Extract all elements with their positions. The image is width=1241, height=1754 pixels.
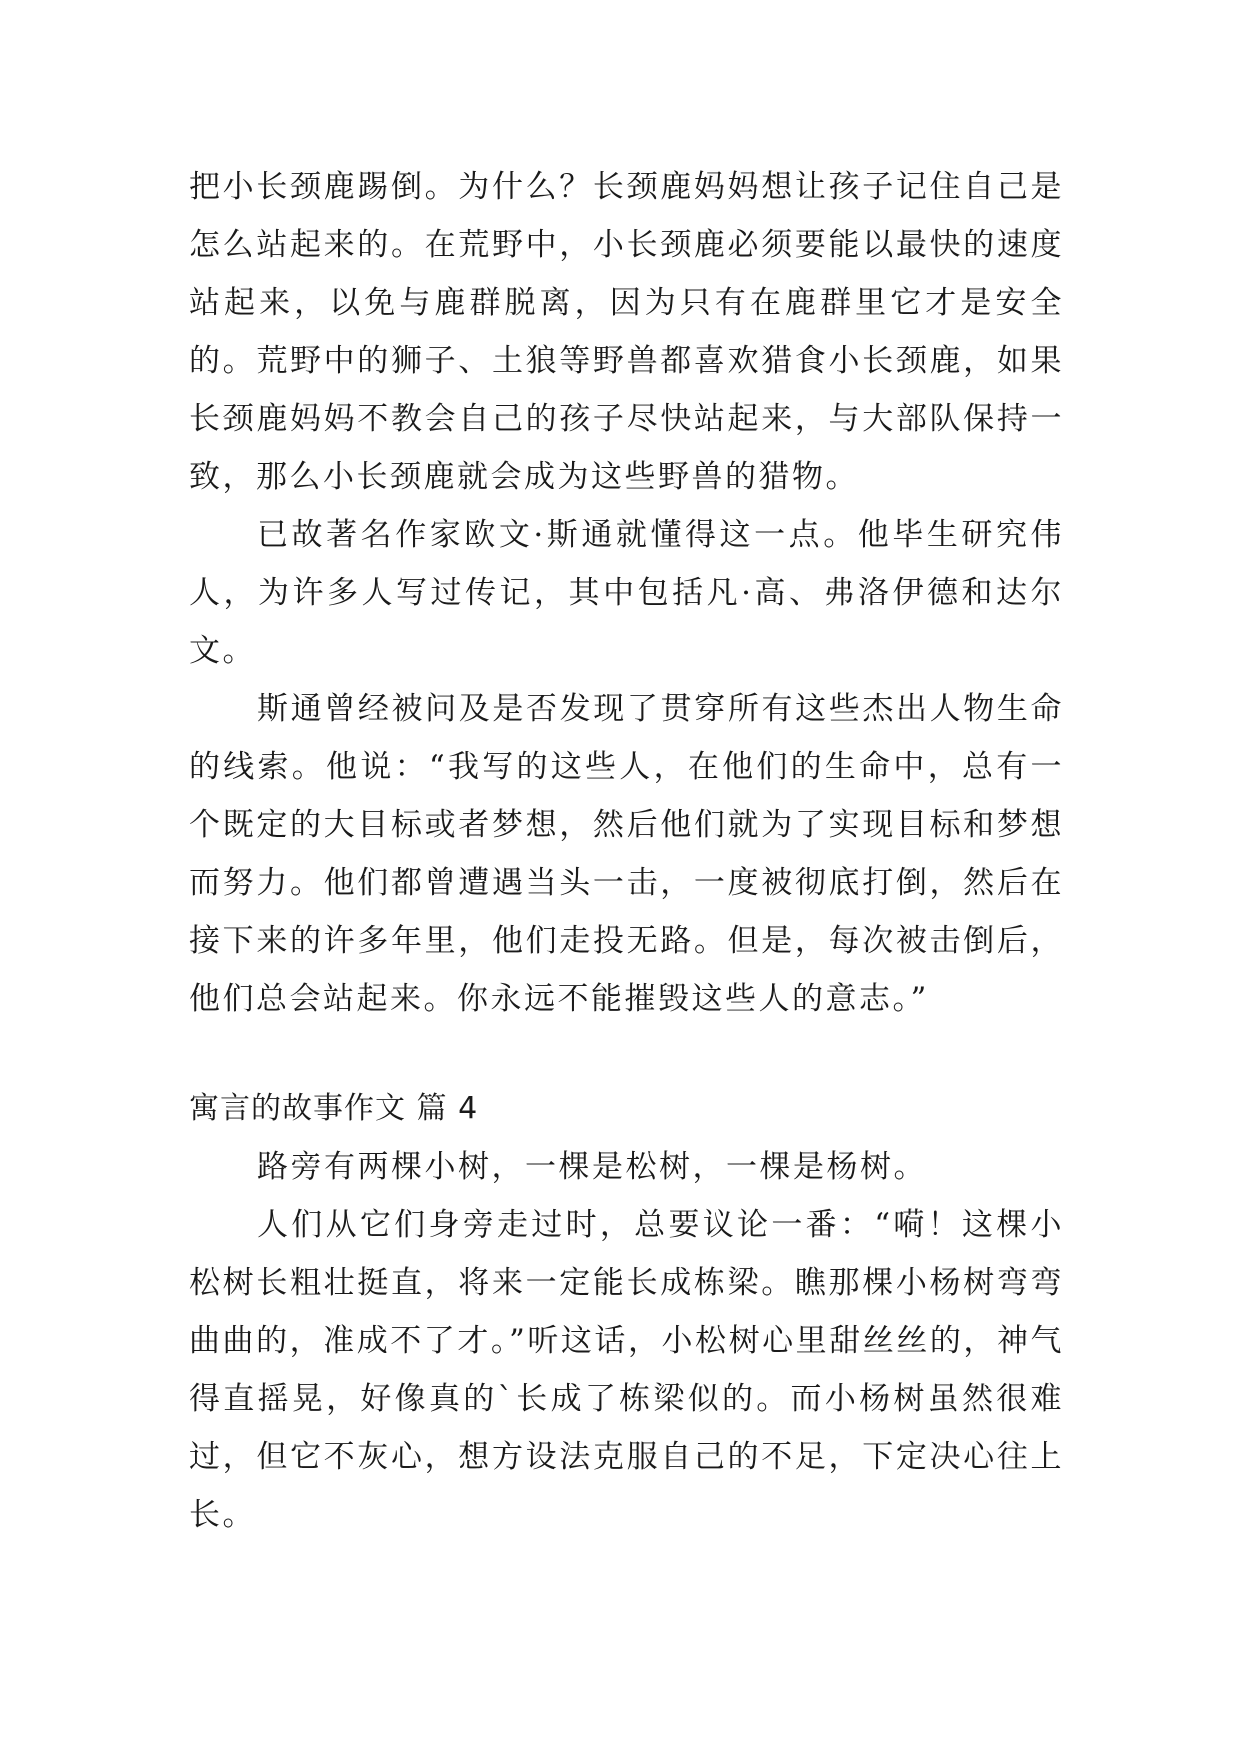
paragraph-people-comment: 人们从它们身旁走过时，总要议论一番：“嗬！这棵小松树长粗壮挺直，将来一定能长成栋梁。瞧那棵小杨树弯弯曲曲的，准成不了才。”听这话，小松树心里甜丝丝的，神气得直摇晃，好像真的`长成了栋梁似的。而小杨树虽然很难过，但它不灰心，想方设法克服自己的不足，下定决心往上长。 (189, 1207, 1064, 1533)
paragraph-stone-quote: 斯通曾经被问及是否发现了贯穿所有这些杰出人物生命的线索。他说：“我写的这些人，在他们的生命中，总有一个既定的大目标或者梦想，然后他们就为了实现目标和梦想而努力。他们都曾遭遇当头一击，一度被彻底打倒，然后在接下来的许多年里，他们走投无路。但是，每次被击倒后，他们总会站起来。你永远不能摧毁这些人的意志。” (189, 691, 1064, 1017)
paragraph-two-trees: 路旁有两棵小树，一棵是松树，一棵是杨树。 (257, 1149, 927, 1185)
document-body (189, 158, 1064, 1544)
section-title: 寓言的故事作文 篇 4 (189, 1091, 479, 1126)
paragraph-irving-stone: 已故著名作家欧文·斯通就懂得这一点。他毕生研究伟人，为许多人写过传记，其中包括凡·高、弗洛伊德和达尔文。 (189, 517, 1064, 669)
paragraph-giraffe: 把小长颈鹿踢倒。为什么？长颈鹿妈妈想让孩子记住自己是怎么站起来的。在荒野中，小长颈鹿必须要能以最快的速度站起来，以免与鹿群脱离，因为只有在鹿群里它才是安全的。荒野中的狮子、土狼等野兽都喜欢猎食小长颈鹿，如果长颈鹿妈妈不教会自己的孩子尽快站起来，与大部队保持一致，那么小长颈鹿就会成为这些野兽的猎物。 (189, 169, 1064, 495)
